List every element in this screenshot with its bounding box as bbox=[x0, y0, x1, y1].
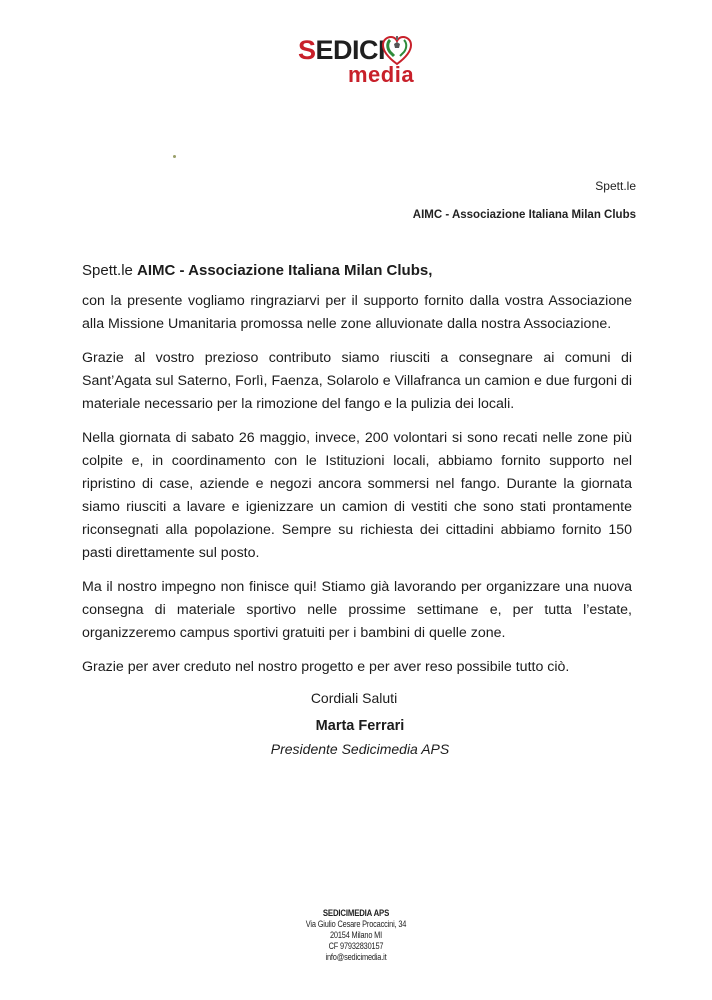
paragraph-5: Grazie per aver creduto nel nostro progetto e per aver reso possibile tutto ciò. bbox=[82, 659, 570, 675]
paragraph-3: Nella giornata di sabato 26 maggio, invece, 200 volontari si sono recati nelle zone più colpite e, in coordinamento con le Istituzioni locali, abbiamo fornito supporto nel ripristino di case, aziende e negozi ancora sommersi nel fango. Durante la giornata siamo riusciti a lavare e igienizzare un camion di vestiti che sono stati prontamente riconsegnati alla popolazione. Sempre su richiesta dei cittadini abbiamo fornito 150 pasti direttamente sul posto. bbox=[82, 430, 632, 561]
footer-org-name: SEDICIMEDIA APS bbox=[322, 908, 390, 919]
signer-role: Presidente Sedicimedia APS bbox=[270, 741, 450, 757]
footer-address bbox=[0, 908, 712, 963]
salutation-name: AIMC - Associazione Italiana Milan Clubs, bbox=[137, 262, 433, 279]
footer-city: 20154 Milano MI bbox=[329, 930, 383, 940]
letter-body bbox=[82, 290, 632, 690]
recipient-line-2: AIMC - Associazione Italiana Milan Clubs bbox=[412, 209, 636, 221]
salutation-prefix: Spett.le bbox=[82, 262, 133, 279]
footer-street: Via Giulio Cesare Procaccini, 34 bbox=[305, 919, 407, 929]
paragraph-1: con la presente vogliamo ringraziarvi per il supporto fornito dalla vostra Associazione alla Missione Umanitaria promossa nelle zone alluvionate dalla nostra Associazione. bbox=[82, 293, 632, 332]
footer-email: info@sedicimedia.it bbox=[325, 952, 387, 962]
recipient-line-1: Spett.le bbox=[595, 179, 636, 193]
signer-name: Marta Ferrari bbox=[315, 718, 405, 734]
closing-greeting: Cordiali Saluti bbox=[310, 690, 398, 706]
sedicimedia-logo bbox=[296, 22, 416, 88]
paragraph-2: Grazie al vostro prezioso contributo siamo riusciti a consegnare ai comuni di Sant’Agata sul Saterno, Forlì, Faenza, Solarolo e Villafranca un camion e due furgoni di materiale necessario per la rimozione del fango e la pulizia dei locali. bbox=[82, 350, 632, 412]
paragraph-4: Ma il nostro impegno non finisce qui! Stiamo già lavorando per organizzare una nuova consegna di materiale sportivo nelle prossime settimane e, per tutta l’estate, organizzeremo campus sportivi gratuiti per i bambini di quelle zone. bbox=[82, 579, 632, 641]
speck bbox=[173, 155, 176, 158]
salutation bbox=[82, 262, 432, 279]
footer-cf: CF 97932830157 bbox=[328, 941, 384, 951]
logo-wordmark-top: SEDICI bbox=[298, 35, 386, 65]
logo-wordmark-bottom: media bbox=[348, 62, 415, 87]
